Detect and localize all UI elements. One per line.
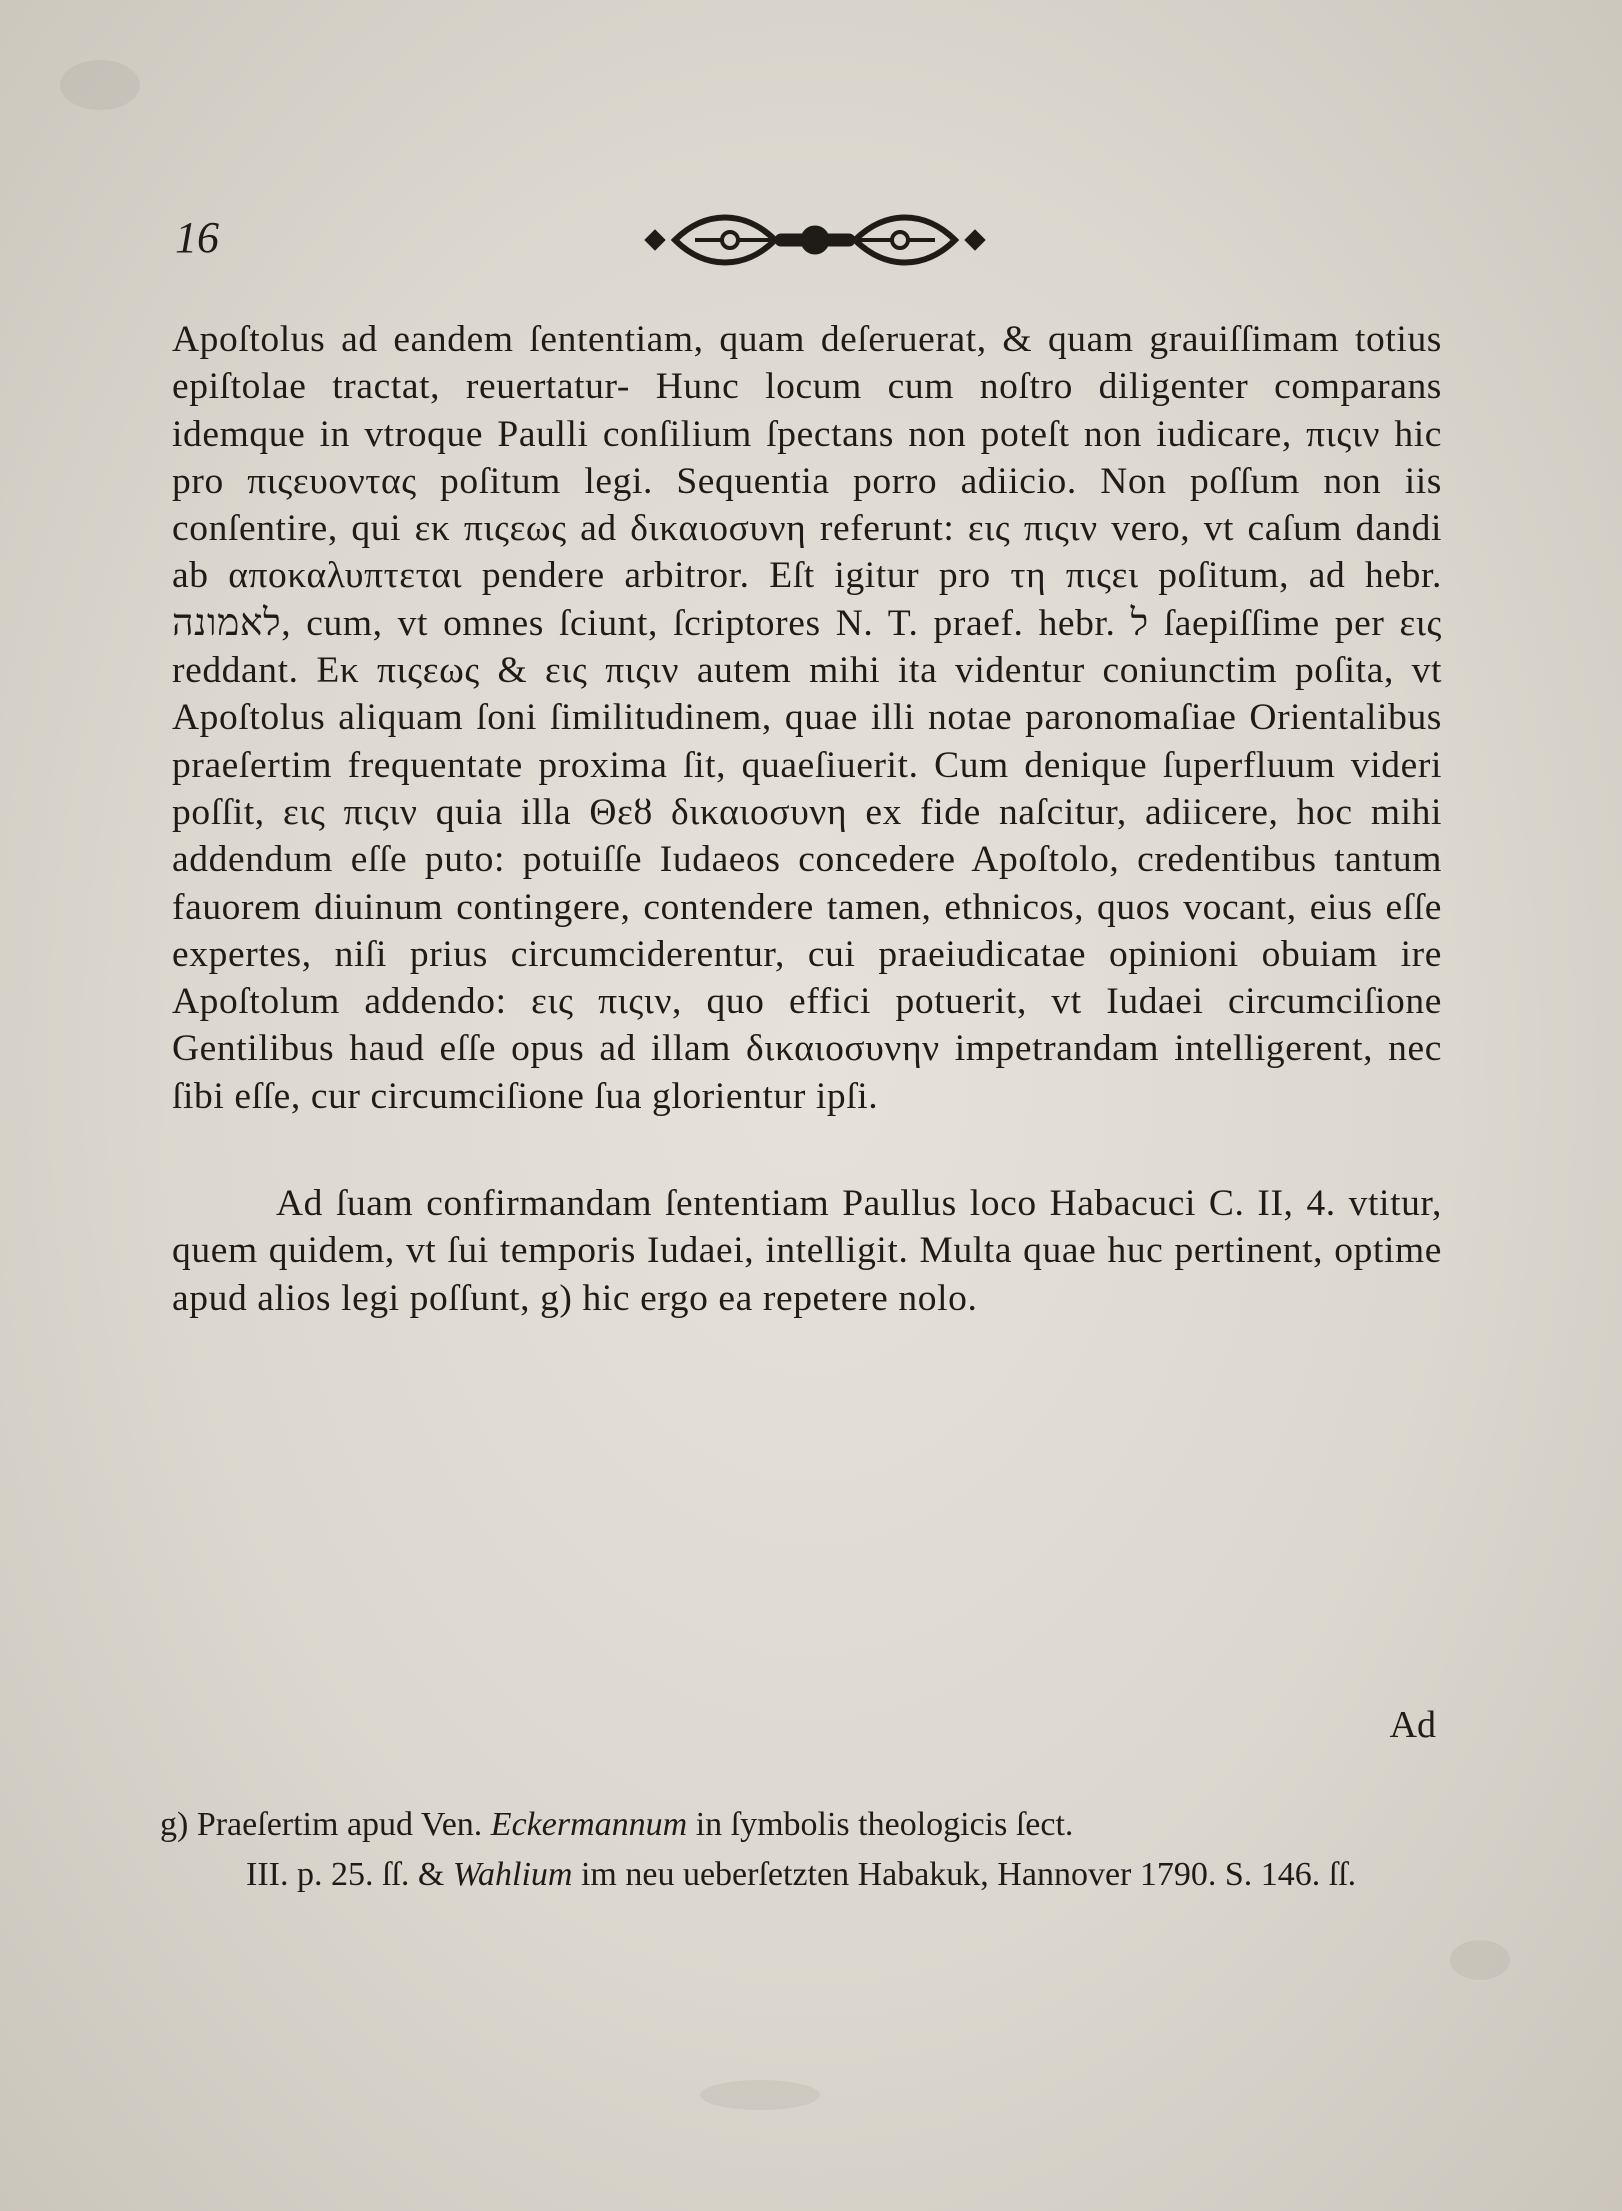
footnote-author-2: Wahlium (452, 1856, 573, 1893)
footnote-text-4: im neu ueberſetzten Habakuk, Hannover 1790. S. 146. ſſ. (580, 1856, 1357, 1893)
page-number: 16 (175, 213, 219, 262)
footnote-author-1: Eckermannum (490, 1806, 688, 1843)
footnote (160, 1800, 1430, 1900)
ornament-divider-icon (635, 200, 995, 280)
footnote-text-3: III. p. 25. ſſ. & (246, 1856, 445, 1893)
paragraph-2: Ad ſuam confirmandam ſententiam Paullus loco Habacuci C. II, 4. vtitur, quem quidem, vt ſui temporis Iudaei, intelligit. Multa quae huc pertinent, optime apud alios legi poſſunt, g) hic ergo ea repetere nolo. (172, 1183, 1442, 1319)
footnote-text-1: Praeſertim apud Ven. (196, 1806, 483, 1843)
main-text (172, 316, 1442, 1322)
footnote-text-2: in ſymbolis theologicis ſect. (695, 1806, 1074, 1843)
footnote-marker: g) (160, 1806, 189, 1843)
page-header (165, 200, 1445, 290)
catchword: Ad (1389, 1704, 1436, 1746)
paragraph-1: Apoſtolus ad eandem ſententiam, quam deſeruerat, & quam grauiſſimam totius epiſtolae tractat, reuertatur- Hunc locum cum noſtro diligenter comparans idemque in vtroque Paulli conſilium ſpectans non poteſt non iudicare, πιςιν hic pro πιςευοντας poſitum legi. Sequentia porro adiicio. Non poſſum non iis conſentire, qui εκ πιςεως ad δικαιοσυνη referunt: εις πιςιν vero, vt caſum dandi ab αποκαλυπτεται pendere arbitror. Eſt igitur pro τη πιςει poſitum, ad hebr. לאמונה, cum, vt omnes ſciunt, ſcriptores N. T. praef. hebr. ל ſaepiſſime per εις reddant. Εκ πιςεως & εις πιςιν autem mihi ita videntur coniunctim poſita, vt Apoſtolus aliquam ſoni ſimilitudinem, quae illi notae paronomaſiae Orientalibus praeſertim frequentate proxima ſit, quaeſiuerit. Cum denique ſuperfluum videri poſſit, εις πιςιν quia illa Θεȣ δικαιοσυνη ex fide naſcitur, adiicere, hoc mihi addendum eſſe puto: potuiſſe Iudaeos concedere Apoſtolo, credentibus tantum fauorem diuinum contingere, contendere tamen, ethnicos, quos vocant, eius eſſe expertes, niſi prius circumciderentur, cui praeiudicatae opinioni obuiam ire Apoſtolum addendo: εις πιςιν, quo effici potuerit, vt Iudaei circumciſione Gentilibus haud eſſe opus ad illam δικαιοσυνην impetrandam intelligerent, nec ſibi eſſe, cur circumciſione ſua glorientur ipſi. (172, 319, 1442, 1117)
